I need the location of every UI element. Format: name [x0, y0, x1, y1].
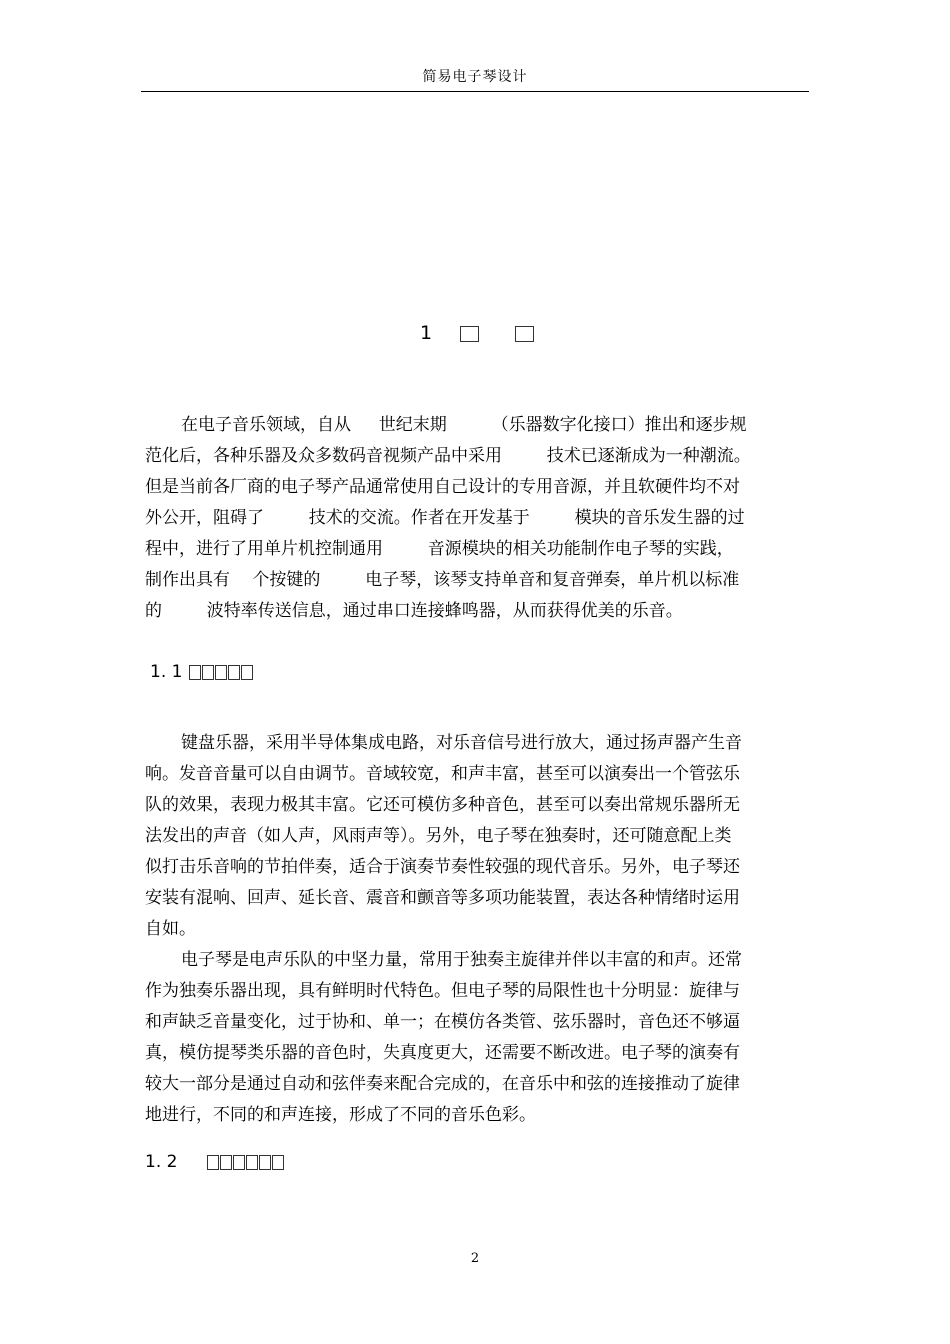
intro-paragraph: [145, 410, 807, 627]
missing-glyph-icon: [215, 665, 227, 680]
text-line: 队的效果，表现力极其丰富。它还可模仿多种音色，甚至可以奏出常规乐器所无: [145, 795, 740, 815]
text-line: 外公开，阻碍了 技术的交流。作者在开发基于 模块的音乐发生器的过: [145, 508, 745, 528]
text-line: 和声缺乏音量变化，过于协和、单一；在模仿各类管、弦乐器时，音色还不够逼: [145, 1012, 740, 1032]
text-line: 作为独奏乐器出现，具有鲜明时代特色。但电子琴的局限性也十分明显：旋律与: [145, 981, 740, 1001]
missing-glyph-icon: [207, 1155, 219, 1170]
section-number: 1. 2: [145, 1152, 178, 1172]
missing-glyph-icon: [272, 1155, 284, 1170]
text-line: 真，模仿提琴类乐器的音色时，失真度更大，还需要不断改进。电子琴的演奏有: [145, 1043, 740, 1063]
text-line: 键盘乐器，采用半导体集成电路，对乐音信号进行放大，通过扬声器产生音: [181, 733, 742, 753]
missing-glyph-icon: [259, 1155, 271, 1170]
text-line: 电子琴是电声乐队的中坚力量，常用于独奏主旋律并伴以丰富的和声。还常: [181, 950, 742, 970]
text-line: 程中，进行了用单片机控制通用 音源模块的相关功能制作电子琴的实践，: [145, 539, 734, 559]
text-line: 安装有混响、回声、延长音、震音和颤音等多项功能装置，表达各种情绪时运用: [145, 888, 740, 908]
missing-glyph-icon: [189, 665, 201, 680]
section-heading-1-2: [145, 1152, 284, 1172]
missing-glyph-icon: [460, 326, 479, 342]
section-1-1-paragraph-1: [145, 728, 807, 945]
text-line: 制作出具有 个按键的 电子琴，该琴支持单音和复音弹奏，单片机以标准: [145, 570, 740, 590]
page-number: 2: [470, 1251, 480, 1266]
text-line: 的 波特率传送信息，通过串口连接蜂鸣器，从而获得优美的乐音。: [145, 601, 683, 621]
section-1-1-paragraph-2: [145, 945, 807, 1131]
chapter-number: 1: [420, 322, 433, 344]
section-heading-1-1: [150, 662, 253, 682]
text-line: 似打击乐音响的节拍伴奏，适合于演奏节奏性较强的现代音乐。另外，电子琴还: [145, 857, 740, 877]
section-number: 1. 1: [150, 662, 183, 682]
missing-glyph-icon: [515, 326, 534, 342]
missing-glyph-icon: [228, 665, 240, 680]
missing-glyph-icon: [233, 1155, 245, 1170]
text-line: 响。发音音量可以自由调节。音域较宽，和声丰富，甚至可以演奏出一个管弦乐: [145, 764, 740, 784]
missing-glyph-icon: [246, 1155, 258, 1170]
text-line: 法发出的声音（如人声，风雨声等）。另外，电子琴在独奏时，还可随意配上类: [145, 826, 732, 846]
chapter-title: [420, 322, 534, 344]
text-line: 范化后，各种乐器及众多数码音视频产品中采用 技术已逐渐成为一种潮流。: [145, 446, 751, 466]
missing-glyph-icon: [241, 665, 253, 680]
text-line: 但是当前各厂商的电子琴产品通常使用自己设计的专用音源，并且软硬件均不对: [145, 477, 740, 497]
text-line: 地进行，不同的和声连接，形成了不同的音乐色彩。: [145, 1105, 536, 1125]
text-line: 自如。: [145, 919, 196, 939]
text-line: 较大一部分是通过自动和弦伴奏来配合完成的，在音乐中和弦的连接推动了旋律: [145, 1074, 740, 1094]
missing-glyph-icon: [202, 665, 214, 680]
header-rule: [141, 91, 809, 92]
text-line: 在电子音乐领域，自从 世纪末期 （乐器数字化接口）推出和逐步规: [181, 415, 747, 435]
missing-glyph-icon: [220, 1155, 232, 1170]
running-header-title: 简易电子琴设计: [422, 69, 528, 85]
